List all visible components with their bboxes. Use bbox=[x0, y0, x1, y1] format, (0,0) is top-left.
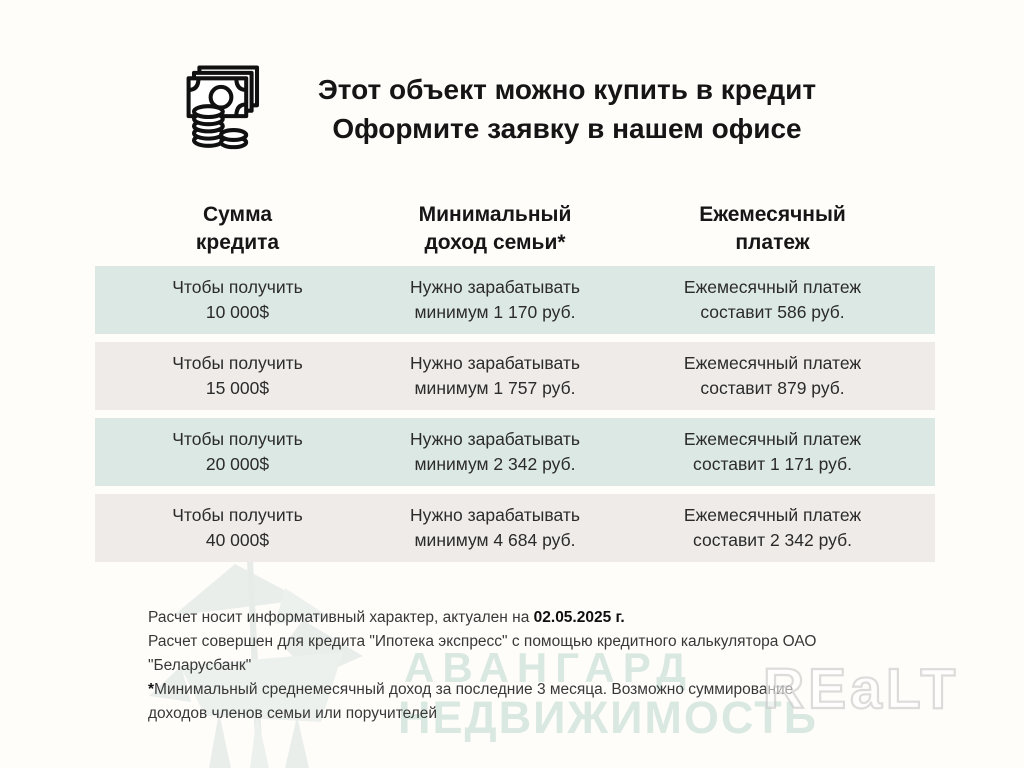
footnote-line: "Беларусбанк" bbox=[148, 657, 252, 674]
footnote-date: 02.05.2025 г. bbox=[533, 609, 625, 626]
min-income-cell bbox=[380, 275, 610, 325]
footnote-asterisk: * bbox=[148, 681, 155, 698]
header-line: платеж bbox=[735, 231, 810, 254]
cell-line: Ежемесячный платеж bbox=[683, 277, 862, 297]
page-title-line2: Оформите заявку в нашем офисе bbox=[332, 113, 802, 144]
monthly-payment-cell bbox=[610, 427, 935, 477]
cell-line: 15 000$ bbox=[205, 378, 270, 398]
cell-line: Ежемесячный платеж bbox=[683, 505, 862, 525]
min-income-cell bbox=[380, 351, 610, 401]
credit-sum-cell bbox=[95, 275, 380, 325]
cell-line: Ежемесячный платеж bbox=[683, 429, 862, 449]
cell-line: Нужно зарабатывать bbox=[410, 277, 580, 297]
footnote-line: доходов членов семьи или поручителей bbox=[148, 705, 438, 722]
footnote-text: Минимальный среднемесячный доход за последние 3 месяца. Возможно суммирование bbox=[154, 681, 794, 698]
cell-line: минимум 2 342 руб. bbox=[414, 454, 576, 474]
footnote-line: Расчет совершен для кредита "Ипотека экспресс" с помощью кредитного калькулятора ОАО bbox=[148, 633, 817, 650]
credit-sum-cell bbox=[95, 503, 380, 553]
cell-line: составит 2 342 руб. bbox=[693, 530, 852, 550]
cell-line: Чтобы получить bbox=[172, 353, 303, 373]
cell-line: Чтобы получить bbox=[172, 505, 303, 525]
credit-sum-cell bbox=[95, 427, 380, 477]
footnote-line bbox=[148, 606, 918, 630]
cell-line: составит 1 171 руб. bbox=[693, 454, 852, 474]
header-line: Сумма bbox=[202, 203, 273, 226]
agency-watermark-text-line2: НЕДВИЖИМОСТЬ bbox=[398, 692, 819, 743]
table-row bbox=[95, 266, 935, 334]
credit-sum-cell bbox=[95, 351, 380, 401]
cell-line: составит 879 руб. bbox=[700, 378, 845, 398]
cell-line: минимум 1 757 руб. bbox=[414, 378, 576, 398]
cell-line: Нужно зарабатывать bbox=[410, 353, 580, 373]
monthly-payment-cell bbox=[610, 275, 935, 325]
cell-line: Нужно зарабатывать bbox=[410, 505, 580, 525]
agency-watermark-text-line1: АВАНГАРД bbox=[404, 644, 695, 691]
min-income-cell bbox=[380, 503, 610, 553]
column-header-credit-sum bbox=[95, 201, 380, 257]
cell-line: 40 000$ bbox=[205, 530, 270, 550]
table-row bbox=[95, 342, 935, 410]
cell-line: минимум 1 170 руб. bbox=[414, 302, 576, 322]
column-header-min-income bbox=[380, 201, 610, 257]
cell-line: минимум 4 684 руб. bbox=[414, 530, 576, 550]
monthly-payment-cell bbox=[610, 351, 935, 401]
table-row bbox=[95, 494, 935, 562]
header-line: Минимальный bbox=[418, 203, 572, 226]
cell-line: Нужно зарабатывать bbox=[410, 429, 580, 449]
realt-watermark-logo: REaLT bbox=[763, 657, 960, 721]
cell-line: 20 000$ bbox=[205, 454, 270, 474]
footnote-text: Расчет носит информативный характер, актуален на bbox=[148, 609, 534, 626]
cell-line: 10 000$ bbox=[205, 302, 270, 322]
cell-line: Чтобы получить bbox=[172, 429, 303, 449]
cell-line: Ежемесячный платеж bbox=[683, 353, 862, 373]
header-line: кредита bbox=[195, 231, 280, 254]
min-income-cell bbox=[380, 427, 610, 477]
monthly-payment-cell bbox=[610, 503, 935, 553]
table-header-row bbox=[95, 201, 935, 257]
column-header-monthly-payment bbox=[610, 201, 935, 257]
cell-line: составит 586 руб. bbox=[700, 302, 845, 322]
cell-line: Чтобы получить bbox=[172, 277, 303, 297]
table-row bbox=[95, 418, 935, 486]
header-line: доход семьи* bbox=[424, 231, 566, 254]
page-title-line1: Этот объект можно купить в кредит bbox=[317, 74, 817, 105]
page-title bbox=[250, 70, 884, 148]
header-line: Ежемесячный bbox=[699, 203, 846, 226]
